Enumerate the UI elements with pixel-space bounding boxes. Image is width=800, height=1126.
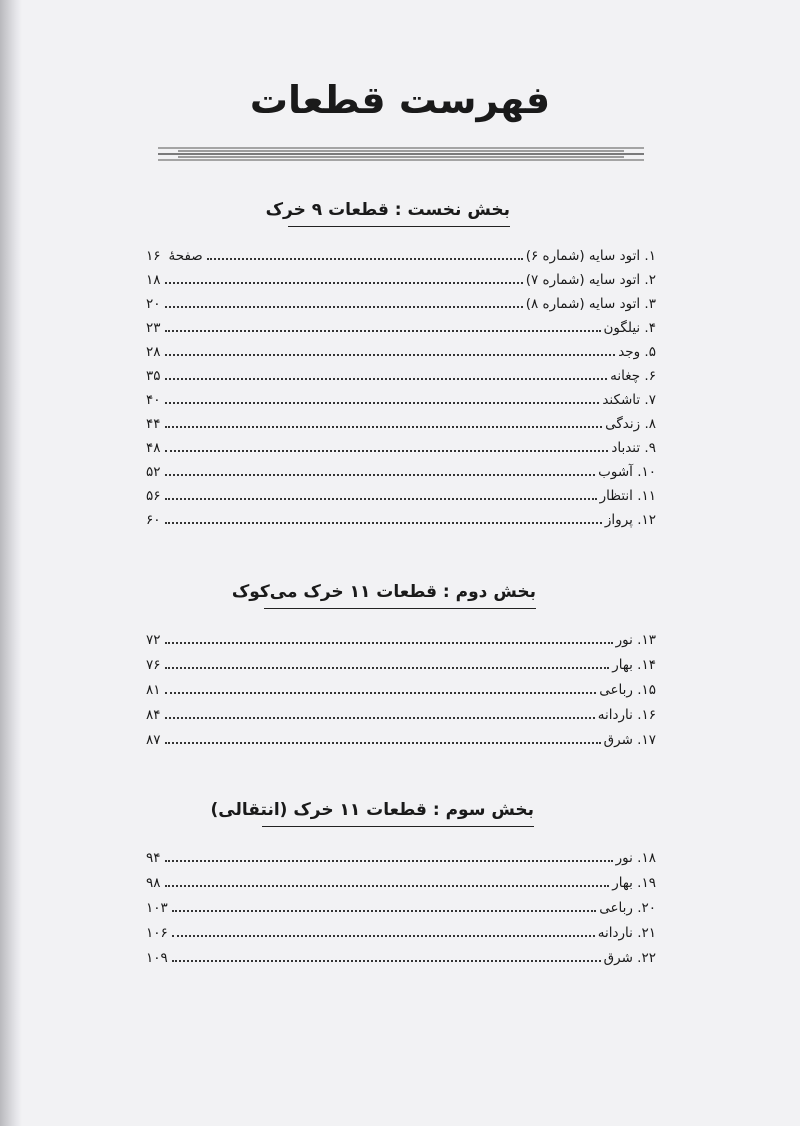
entry-page-number: ۲۰ [146, 296, 161, 312]
entry-title: ۱۴. بهار [612, 657, 656, 673]
entry-page-number: ۴۴ [146, 416, 161, 432]
dot-leader [165, 742, 601, 744]
entry-title: ۱۰. آشوب [598, 464, 656, 480]
toc-entry[interactable] [146, 412, 656, 432]
entry-title: ۲۱. ناردانه [597, 925, 656, 941]
dot-leader [165, 474, 596, 476]
entry-page-number: ۲۳ [146, 320, 161, 336]
entry-title: ۱. اتود سایه (شماره ۶) [525, 248, 656, 264]
entry-title: ۱۵. رباعی [599, 682, 656, 698]
entry-title: ۱۹. بهار [612, 875, 656, 891]
toc-entry[interactable] [146, 628, 656, 648]
toc-entry[interactable] [146, 316, 656, 336]
entry-title: ۳. اتود سایه (شماره ۸) [525, 296, 656, 312]
toc-entry[interactable] [146, 460, 656, 480]
entry-page-number: ۱۸ [146, 272, 161, 288]
entry-title: ۱۲. پرواز [604, 512, 656, 528]
entry-page-number: ۷۶ [146, 657, 161, 673]
entry-title: ۲۰. رباعی [599, 900, 656, 916]
dot-leader [165, 450, 609, 452]
toc-entry[interactable] [146, 508, 656, 528]
entry-title: ۴. نیلگون [603, 320, 656, 336]
entry-title: ۱۳. نور [615, 632, 656, 648]
dot-leader [165, 692, 597, 694]
toc-entry[interactable] [146, 846, 656, 866]
dot-leader [165, 402, 600, 404]
entry-page-number: ۱۰۹ [146, 950, 168, 966]
toc-entry[interactable] [146, 896, 656, 916]
dot-leader [165, 330, 601, 332]
entry-title: ۲۲. شرق [603, 950, 656, 966]
dot-leader [165, 885, 610, 887]
dot-leader [207, 258, 523, 260]
dot-leader [172, 910, 596, 912]
toc-entry[interactable] [146, 364, 656, 384]
dot-leader [165, 354, 616, 356]
dot-leader [165, 860, 613, 862]
entry-title: ۹. تندباد [611, 440, 656, 456]
page-label: صفحهٔ [168, 248, 203, 264]
toc-entry[interactable] [146, 921, 656, 941]
dot-leader [165, 717, 595, 719]
entry-page-number: ۸۷ [146, 732, 161, 748]
entry-title: ۱۸. نور [615, 850, 656, 866]
entry-page-number: ۸۴ [146, 707, 161, 723]
toc-entry[interactable] [146, 484, 656, 504]
dot-leader [172, 960, 601, 962]
entry-page-number: ۱۰۳ [146, 900, 168, 916]
entry-page-number: ۵۶ [146, 488, 161, 504]
entry-page-number: ۲۸ [146, 344, 161, 360]
dot-leader [165, 306, 523, 308]
dot-leader [165, 667, 610, 669]
entry-title: ۵. وجد [618, 344, 656, 360]
entry-title: ۱۶. ناردانه [597, 707, 656, 723]
entry-page-number: ۷۲ [146, 632, 161, 648]
dot-leader [165, 282, 523, 284]
dot-leader [165, 642, 613, 644]
entry-page-number: ۹۴ [146, 850, 161, 866]
toc-entry[interactable] [146, 703, 656, 723]
entry-title: ۱۱. انتظار [599, 488, 656, 504]
entry-page-number: ۳۵ [146, 368, 161, 384]
page-title: فهرست قطعات [249, 78, 551, 122]
toc-entry[interactable] [146, 388, 656, 408]
dot-leader [165, 498, 597, 500]
toc-entry[interactable] [146, 292, 656, 312]
entry-title: ۲. اتود سایه (شماره ۷) [525, 272, 656, 288]
toc-entry[interactable] [146, 871, 656, 891]
section-heading: بخش سوم : قطعات ۱۱ خرک (انتقالی) [262, 800, 534, 827]
toc-entry[interactable] [146, 728, 656, 748]
section-heading: بخش دوم : قطعات ۱۱ خرک می‌کوک [264, 582, 536, 609]
toc-entry[interactable] [146, 268, 656, 288]
entry-page-number: ۵۲ [146, 464, 161, 480]
toc-entry[interactable] [146, 678, 656, 698]
section-heading: بخش نخست : قطعات ۹ خرک [288, 200, 510, 227]
entry-page-number: ۱۶ [146, 248, 161, 264]
entry-page-number: ۸۱ [146, 682, 161, 698]
entry-title: ۸. زندگی [605, 416, 656, 432]
toc-entry[interactable] [146, 340, 656, 360]
dot-leader [165, 378, 608, 380]
toc-entry[interactable] [146, 244, 656, 264]
entry-page-number: ۴۰ [146, 392, 161, 408]
entry-title: ۷. تاشکند [602, 392, 656, 408]
toc-entry[interactable] [146, 436, 656, 456]
entry-page-number: ۴۸ [146, 440, 161, 456]
title-decorative-rule [158, 146, 644, 162]
entry-page-number: ۶۰ [146, 512, 161, 528]
entry-title: ۱۷. شرق [603, 732, 656, 748]
entry-page-number: ۱۰۶ [146, 925, 168, 941]
dot-leader [172, 935, 595, 937]
dot-leader [165, 426, 603, 428]
toc-entry[interactable] [146, 946, 656, 966]
entry-title: ۶. چغانه [610, 368, 656, 384]
dot-leader [165, 522, 602, 524]
toc-entry[interactable] [146, 653, 656, 673]
entry-page-number: ۹۸ [146, 875, 161, 891]
